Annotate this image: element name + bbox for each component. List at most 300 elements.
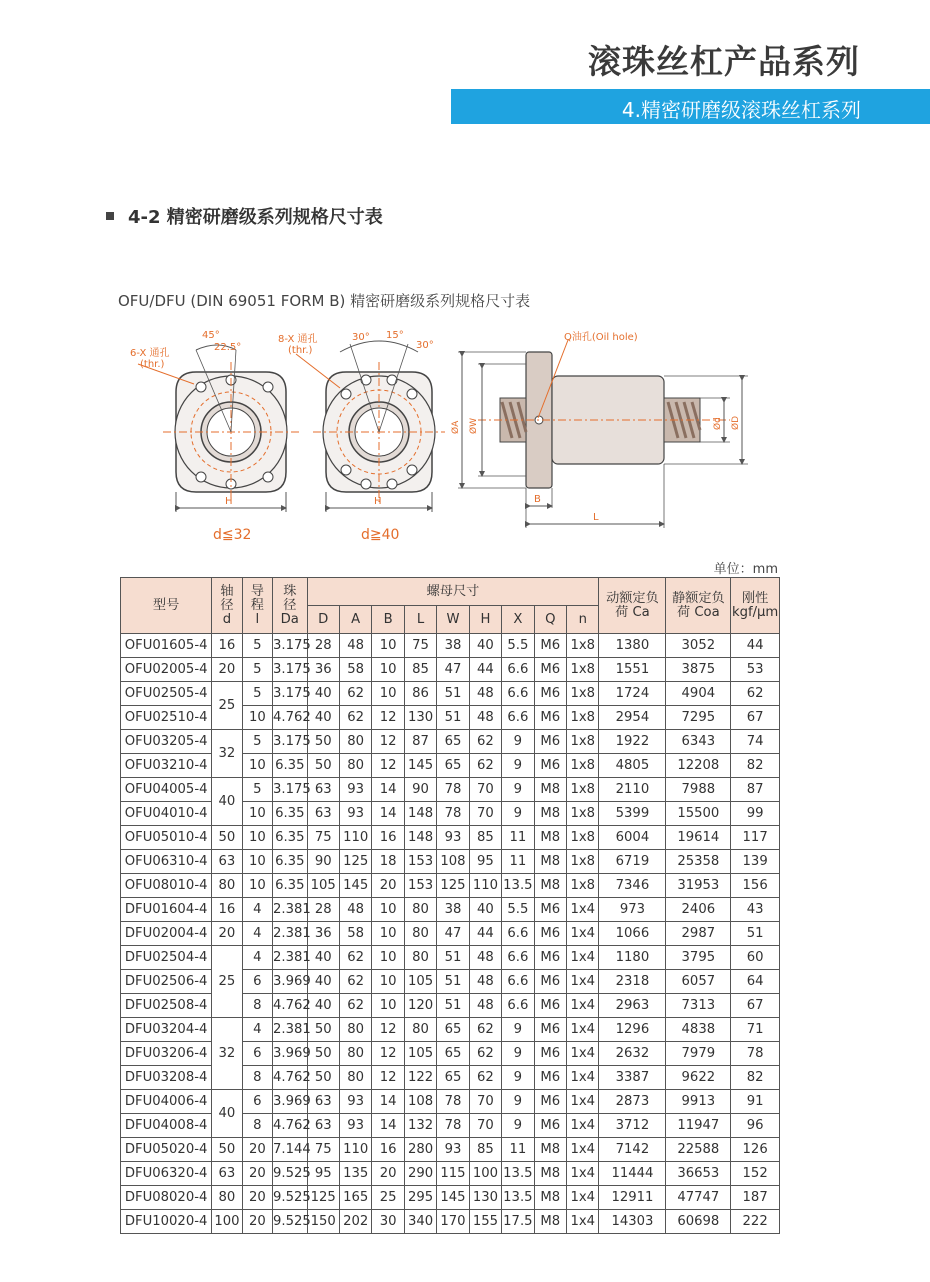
section-title-text: 4-2 精密研磨级系列规格尺寸表 [128,207,383,228]
cell-n: 1x8 [567,634,599,658]
cell-n: 1x8 [567,682,599,706]
cell-q: M6 [534,994,566,1018]
cell-a: 93 [339,1090,371,1114]
cell-q: M8 [534,874,566,898]
mid-angle-30b: 30° [416,340,434,351]
cell-d: 28 [307,634,339,658]
cell-x: 9 [502,1066,534,1090]
header-X: X [502,606,534,634]
cell-l: 10 [242,874,272,898]
table-row [121,850,780,874]
cell-l: 80 [404,1018,436,1042]
cell-da: 3.175 [273,634,307,658]
cell-d: 50 [307,1066,339,1090]
flange-6-hole-view [138,345,299,512]
cell-h: 62 [469,1042,501,1066]
cell-da: 3.969 [273,970,307,994]
square-bullet-icon [106,212,114,220]
cell-h: 85 [469,826,501,850]
cell-l: 85 [404,658,436,682]
cell-k: 82 [731,1066,780,1090]
cell-w: 38 [437,634,469,658]
page-title: 滚珠丝杠产品系列 [588,42,860,81]
cell-l: 5 [242,634,272,658]
cell-da: 6.35 [273,802,307,826]
cell-b: 16 [372,1138,404,1162]
header-lead: 导 程 l [242,578,272,634]
cell-x: 6.6 [502,946,534,970]
table-row [121,1090,780,1114]
left-angle-45: 45° [202,330,220,341]
cell-q: M6 [534,730,566,754]
cell-w: 145 [437,1186,469,1210]
cell-l: 20 [242,1138,272,1162]
cell-n: 1x8 [567,658,599,682]
table-row [121,1210,780,1234]
cell-d: 50 [307,1018,339,1042]
cell-da: 2.381 [273,922,307,946]
cell-da: 6.35 [273,874,307,898]
cell-da: 6.35 [273,850,307,874]
cell-w: 51 [437,682,469,706]
cell-l: 8 [242,1066,272,1090]
cell-l: 10 [242,850,272,874]
cell-n: 1x4 [567,1114,599,1138]
cell-d: 40 [307,994,339,1018]
cell-l: 10 [242,706,272,730]
cell-l: 20 [242,1186,272,1210]
cell-n: 1x8 [567,754,599,778]
cell-n: 1x8 [567,730,599,754]
cell-d: 95 [307,1162,339,1186]
cell-shaft-d: 80 [212,874,242,898]
cell-w: 170 [437,1210,469,1234]
cell-ca: 2873 [599,1090,666,1114]
cell-w: 78 [437,1090,469,1114]
cell-l: 4 [242,1018,272,1042]
cell-model: DFU03208-4 [121,1066,212,1090]
cell-l: 132 [404,1114,436,1138]
cell-l: 130 [404,706,436,730]
nut-side-view [458,340,748,528]
cell-q: M8 [534,1210,566,1234]
cell-l: 4 [242,946,272,970]
cell-ca: 7142 [599,1138,666,1162]
cell-l: 8 [242,1114,272,1138]
cell-b: 14 [372,802,404,826]
cell-ca: 3712 [599,1114,666,1138]
cell-shaft-d: 25 [212,682,242,730]
cell-k: 62 [731,682,780,706]
cell-n: 1x4 [567,1138,599,1162]
cell-model: OFU03210-4 [121,754,212,778]
cell-l: 5 [242,658,272,682]
cell-q: M6 [534,706,566,730]
cell-coa: 4904 [666,682,731,706]
cell-l: 280 [404,1138,436,1162]
cell-model: DFU02508-4 [121,994,212,1018]
cell-n: 1x8 [567,778,599,802]
cell-a: 135 [339,1162,371,1186]
cell-q: M6 [534,754,566,778]
cell-da: 9.525 [273,1162,307,1186]
cell-a: 58 [339,922,371,946]
cell-shaft-d: 25 [212,946,242,1018]
cell-h: 48 [469,946,501,970]
table-row [121,1138,780,1162]
cell-b: 10 [372,994,404,1018]
cell-n: 1x8 [567,802,599,826]
cell-x: 11 [502,826,534,850]
cell-h: 44 [469,922,501,946]
cell-model: OFU01605-4 [121,634,212,658]
left-hole-thr: (thr.) [140,359,165,370]
unit-label: 单位：mm [713,562,778,577]
table-row [121,658,780,682]
cell-q: M8 [534,826,566,850]
cell-coa: 6057 [666,970,731,994]
cell-model: OFU02510-4 [121,706,212,730]
cell-da: 9.525 [273,1186,307,1210]
cell-model: DFU04006-4 [121,1090,212,1114]
cell-k: 99 [731,802,780,826]
cell-da: 3.969 [273,1090,307,1114]
subtitle-banner [451,89,930,124]
cell-da: 3.175 [273,778,307,802]
cell-n: 1x4 [567,1210,599,1234]
table-row [121,922,780,946]
cell-q: M6 [534,1042,566,1066]
section-title [106,203,383,229]
cell-d: 125 [307,1186,339,1210]
cell-model: DFU02506-4 [121,970,212,994]
cell-a: 58 [339,658,371,682]
cell-b: 10 [372,682,404,706]
cell-l: 6 [242,1090,272,1114]
cell-b: 10 [372,922,404,946]
cell-a: 93 [339,1114,371,1138]
cell-q: M8 [534,802,566,826]
cell-ca: 14303 [599,1210,666,1234]
cell-ca: 1296 [599,1018,666,1042]
cell-q: M6 [534,898,566,922]
cell-ca: 6719 [599,850,666,874]
cell-da: 2.381 [273,946,307,970]
cell-ca: 1724 [599,682,666,706]
cell-x: 13.5 [502,874,534,898]
cell-l: 86 [404,682,436,706]
cell-model: OFU08010-4 [121,874,212,898]
cell-k: 43 [731,898,780,922]
cell-x: 9 [502,1018,534,1042]
cell-a: 80 [339,1042,371,1066]
cell-k: 126 [731,1138,780,1162]
mid-angle-15: 15° [386,330,404,341]
cell-n: 1x4 [567,1066,599,1090]
cell-shaft-d: 16 [212,634,242,658]
cell-model: OFU04005-4 [121,778,212,802]
cell-d: 50 [307,730,339,754]
cell-b: 10 [372,898,404,922]
cell-x: 6.6 [502,682,534,706]
cell-k: 60 [731,946,780,970]
cell-k: 139 [731,850,780,874]
cell-x: 6.6 [502,970,534,994]
cell-h: 70 [469,778,501,802]
header-W: W [437,606,469,634]
dim-w-label: ØW [469,418,479,434]
cell-shaft-d: 50 [212,1138,242,1162]
cell-ca: 2318 [599,970,666,994]
cell-d: 28 [307,898,339,922]
cell-coa: 3052 [666,634,731,658]
cell-q: M6 [534,1114,566,1138]
cell-w: 108 [437,850,469,874]
flange-8-hole-view [296,341,445,512]
header-H: H [469,606,501,634]
cell-x: 9 [502,754,534,778]
dim-l-label: L [593,512,599,523]
cell-x: 9 [502,778,534,802]
cell-ca: 3387 [599,1066,666,1090]
cell-x: 5.5 [502,898,534,922]
cell-da: 4.762 [273,1114,307,1138]
cell-w: 115 [437,1162,469,1186]
cell-q: M6 [534,1066,566,1090]
cell-x: 6.6 [502,706,534,730]
cell-da: 3.175 [273,658,307,682]
cell-x: 5.5 [502,634,534,658]
table-row [121,1018,780,1042]
cell-d: 36 [307,658,339,682]
left-width-label: H [225,496,233,507]
cell-n: 1x4 [567,946,599,970]
cell-b: 10 [372,658,404,682]
cell-shaft-d: 32 [212,730,242,778]
cell-l: 148 [404,802,436,826]
cell-l: 105 [404,1042,436,1066]
cell-shaft-d: 20 [212,922,242,946]
cell-x: 9 [502,802,534,826]
cell-k: 51 [731,922,780,946]
cell-ca: 12911 [599,1186,666,1210]
cell-h: 40 [469,634,501,658]
cell-coa: 22588 [666,1138,731,1162]
cell-d: 40 [307,946,339,970]
cell-shaft-d: 80 [212,1186,242,1210]
cell-model: DFU06320-4 [121,1162,212,1186]
cell-d: 40 [307,706,339,730]
cell-q: M6 [534,634,566,658]
cell-b: 25 [372,1186,404,1210]
cell-x: 13.5 [502,1186,534,1210]
cell-a: 165 [339,1186,371,1210]
mid-hole-label: 8-X 通孔 [278,334,318,345]
cell-w: 125 [437,874,469,898]
cell-w: 93 [437,1138,469,1162]
cell-l: 10 [242,754,272,778]
table-row [121,826,780,850]
cell-h: 130 [469,1186,501,1210]
oil-hole-label: Q油孔(Oil hole) [564,332,638,343]
cell-w: 93 [437,826,469,850]
cell-x: 6.6 [502,922,534,946]
cell-da: 6.35 [273,826,307,850]
cell-h: 48 [469,970,501,994]
cell-n: 1x8 [567,706,599,730]
cell-coa: 7979 [666,1042,731,1066]
cell-ca: 2954 [599,706,666,730]
cell-coa: 15500 [666,802,731,826]
cell-w: 47 [437,922,469,946]
cell-coa: 4838 [666,1018,731,1042]
mid-angle-30a: 30° [352,332,370,343]
cell-h: 62 [469,730,501,754]
cell-w: 38 [437,898,469,922]
cell-model: OFU02005-4 [121,658,212,682]
cell-k: 156 [731,874,780,898]
cell-n: 1x4 [567,1090,599,1114]
cell-l: 122 [404,1066,436,1090]
cell-x: 6.6 [502,994,534,1018]
cell-d: 50 [307,754,339,778]
cell-b: 12 [372,1042,404,1066]
cell-l: 105 [404,970,436,994]
cell-shaft-d: 50 [212,826,242,850]
cell-da: 3.175 [273,730,307,754]
cell-h: 70 [469,1090,501,1114]
cell-ca: 5399 [599,802,666,826]
cell-l: 120 [404,994,436,1018]
left-condition-label: d≦32 [213,527,252,543]
cell-coa: 19614 [666,826,731,850]
cell-da: 3.969 [273,1042,307,1066]
table-row [121,1186,780,1210]
cell-k: 87 [731,778,780,802]
header-n: n [567,606,599,634]
cell-da: 2.381 [273,898,307,922]
cell-q: M8 [534,1186,566,1210]
cell-q: M6 [534,658,566,682]
cell-l: 148 [404,826,436,850]
cell-d: 75 [307,826,339,850]
cell-d: 40 [307,682,339,706]
cell-a: 93 [339,778,371,802]
cell-coa: 3795 [666,946,731,970]
cell-shaft-d: 40 [212,1090,242,1138]
cell-model: DFU01604-4 [121,898,212,922]
cell-l: 80 [404,946,436,970]
cell-b: 12 [372,706,404,730]
cell-da: 3.175 [273,682,307,706]
cell-w: 47 [437,658,469,682]
cell-x: 11 [502,850,534,874]
cell-b: 16 [372,826,404,850]
cell-k: 91 [731,1090,780,1114]
cell-q: M6 [534,922,566,946]
cell-k: 187 [731,1186,780,1210]
cell-b: 14 [372,1090,404,1114]
cell-d: 90 [307,850,339,874]
header-nut-dims: 螺母尺寸 [307,578,599,606]
spec-table-body [121,634,780,1234]
mid-width-label: H [374,496,382,507]
cell-k: 53 [731,658,780,682]
cell-model: OFU06310-4 [121,850,212,874]
cell-d: 63 [307,802,339,826]
cell-w: 65 [437,754,469,778]
table-row [121,898,780,922]
dim-b-label: B [534,494,541,505]
cell-ca: 973 [599,898,666,922]
cell-model: DFU04008-4 [121,1114,212,1138]
cell-coa: 11947 [666,1114,731,1138]
cell-k: 82 [731,754,780,778]
cell-q: M8 [534,850,566,874]
cell-x: 13.5 [502,1162,534,1186]
cell-q: M6 [534,970,566,994]
cell-coa: 31953 [666,874,731,898]
cell-model: DFU02004-4 [121,922,212,946]
table-row [121,634,780,658]
header-shaft: 轴 径 d [212,578,242,634]
cell-l: 153 [404,874,436,898]
cell-shaft-d: 32 [212,1018,242,1090]
header-ball: 珠 径 Da [273,578,307,634]
cell-k: 44 [731,634,780,658]
cell-x: 9 [502,1090,534,1114]
cell-h: 110 [469,874,501,898]
cell-coa: 12208 [666,754,731,778]
cell-l: 10 [242,826,272,850]
cell-l: 87 [404,730,436,754]
cell-a: 80 [339,730,371,754]
cell-b: 20 [372,874,404,898]
cell-shaft-d: 63 [212,850,242,874]
header-Q: Q [534,606,566,634]
left-hole-label: 6-X 通孔 [130,348,170,359]
cell-ca: 1180 [599,946,666,970]
cell-n: 1x8 [567,826,599,850]
cell-coa: 25358 [666,850,731,874]
cell-b: 10 [372,970,404,994]
cell-n: 1x4 [567,994,599,1018]
cell-l: 290 [404,1162,436,1186]
cell-model: OFU05010-4 [121,826,212,850]
cell-l: 4 [242,898,272,922]
cell-q: M8 [534,778,566,802]
cell-w: 65 [437,1042,469,1066]
cell-k: 152 [731,1162,780,1186]
cell-k: 117 [731,826,780,850]
cell-model: DFU02504-4 [121,946,212,970]
cell-shaft-d: 63 [212,1162,242,1186]
table-row [121,874,780,898]
header-rigidity: 刚性 kgf/μm [731,578,780,634]
cell-k: 67 [731,994,780,1018]
cell-model: DFU03204-4 [121,1018,212,1042]
cell-l: 20 [242,1210,272,1234]
cell-d: 63 [307,778,339,802]
subtitle-text: 4.精密研磨级滚珠丝杠系列 [621,98,861,122]
cell-x: 17.5 [502,1210,534,1234]
cell-l: 5 [242,778,272,802]
cell-n: 1x4 [567,970,599,994]
cell-n: 1x8 [567,874,599,898]
cell-w: 78 [437,1114,469,1138]
cell-w: 51 [437,706,469,730]
cell-model: DFU10020-4 [121,1210,212,1234]
